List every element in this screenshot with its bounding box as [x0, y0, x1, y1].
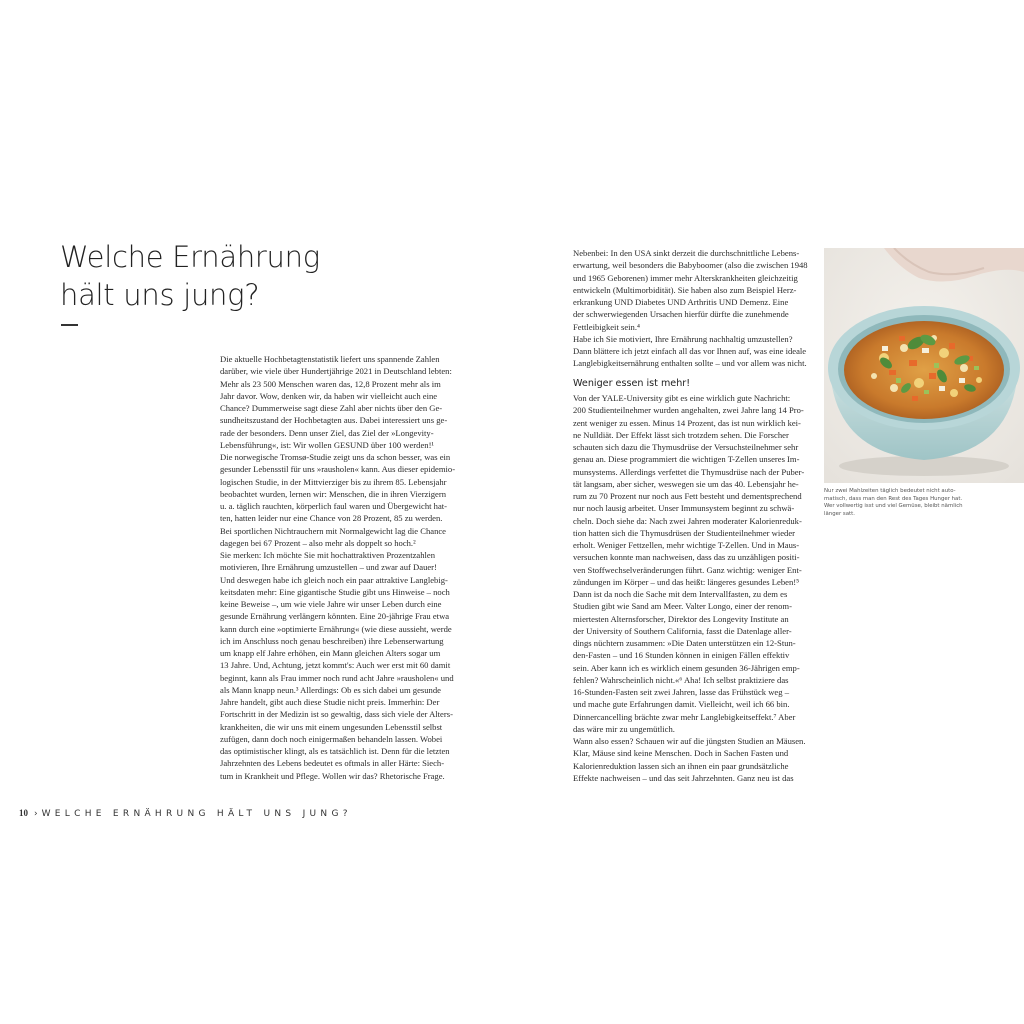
text-line: erwartung, weil besonders die Babyboomer (also die zwischen 1948 — [573, 260, 808, 271]
text-line: miertesten Alternsforscher, Direktor des Longevity Institute an — [573, 613, 789, 624]
text-line: Jahrzehnten des Lebens bedeutet es oftmals in aller Härte: Siech- — [220, 758, 445, 769]
text-line: tion hatten sich die Thymusdrüsen der Studienteilnehmer wieder — [573, 527, 796, 538]
text-line: der University of Southern California, fasst die Datenlage aller- — [573, 625, 792, 636]
running-title: WELCHE ERNÄHRUNG HÄLT UNS JUNG? — [41, 809, 352, 819]
text-line: Langlebigkeitsernährung enthalten sollte – und vor allem was nicht. — [573, 358, 807, 369]
title-dash-divider — [61, 324, 78, 326]
text-line: erholt. Weniger Fettzellen, mehr wichtige T-Zellen. Und in Maus- — [573, 540, 800, 550]
text-line: und mache gute Erfahrungen damit. Vielleicht, weil ich 66 bin. — [573, 699, 790, 710]
text-line: Nur zwei Mahlzeiten täglich bedeutet nicht auto- — [824, 488, 956, 494]
text-line: Jahr davor. Wow, denken wir, da haben wir vielleicht auch eine — [220, 390, 438, 401]
text-line: 200 Studienteilnehmer wurden angehalten, zwei Jahre lang 14 Pro- — [573, 405, 804, 416]
text-line: sundheitszustand der Hochbetagten aus. Dabei interessiert uns ge- — [220, 415, 448, 426]
text-line: u. a. täglich rauchten, körperlich faul waren und Übergewicht hat- — [220, 501, 448, 511]
text-line: Fortschritt in der Medizin ist so gewaltig, dass sich viele der Alters- — [220, 709, 453, 720]
text-line: das wäre mir zu ungemütlich. — [573, 723, 675, 734]
text-line: Kalorienreduktion lassen sich an ihnen ein paar grundsätzliche — [573, 760, 789, 771]
text-line: 13 Jahre. Und, Achtung, jetzt kommt's: Auch wer erst mit 60 damit — [220, 660, 451, 671]
text-line: Wann also essen? Schauen wir auf die jüngsten Studien an Mäusen. — [573, 736, 806, 746]
text-line: dagegen bei 67 Prozent – also mehr als doppelt so hoch.² — [220, 537, 416, 548]
text-line: ich im Anschluss noch genau beschreiben) ihre Lebenserwartung — [220, 635, 444, 646]
text-line: rade der besonders. Denn unser Ziel, das Ziel der »Longevity- — [220, 427, 434, 438]
chapter-title — [60, 238, 380, 314]
text-line: Effekte nachweisen – und das seit Jahrzehnten. Ganz neu ist das — [573, 772, 794, 783]
text-line: als Mann knapp neun.³ Allerdings: Ob es sich dabei um gesunde — [220, 684, 441, 695]
text-line: Mehr als 23 500 Menschen waren das, 12,8 Prozent mehr als im — [220, 378, 441, 389]
right-intro-column — [573, 247, 809, 370]
text-line: Bei sportlichen Nichtrauchern mit Normalgewicht lag die Chance — [220, 525, 446, 536]
text-line: Fettleibigkeit sein.⁴ — [573, 321, 640, 332]
text-line: Lebensführung«, ist: Wir wollen GESUND über 100 werden!¹ — [220, 439, 435, 450]
text-line: Dinnercancelling brächte zwar mehr Langlebigkeitseffekt.⁷ Aber — [573, 711, 796, 722]
right-body-column — [573, 392, 809, 784]
text-line: beginnt, kann als Frau immer noch rund acht Jahre »rausholen« und — [220, 672, 454, 683]
text-line: Von der YALE-University gibt es eine wirklich gute Nachricht: — [573, 393, 791, 403]
text-line: Nebenbei: In den USA sinkt derzeit die durchschnittliche Lebens- — [573, 248, 800, 258]
page-footer — [19, 808, 352, 819]
text-line: gesunde Ernährung verlängern könnten. Eine 20-jährige Frau etwa — [220, 611, 450, 622]
text-line: das optimistischer klingt, als es tatsächlich ist. Denn für die letzten — [220, 746, 450, 756]
text-line: zent weniger zu essen. Minus 14 Prozent, das ist nun wirklich kei- — [573, 417, 801, 428]
text-line: Die norwegische Tromsø-Studie zeigt uns da schon besser, was ein — [220, 452, 451, 462]
chapter-title-line-1: Welche Ernährung — [60, 240, 320, 274]
left-body-column — [220, 353, 456, 782]
text-line: zufügen, dann doch noch einigermaßen behandeln lassen. Wobei — [220, 733, 443, 744]
text-line: schauten sich dazu die Thymusdrüse der Versuchsteilnehmer sehr — [573, 442, 799, 452]
text-line: ten, hatten leider nur eine Chance von 28 Prozent, 85 zu werden. — [220, 513, 443, 524]
text-line: gesunder Lebensstil für uns »rausholen« kann. Aus dieser epidemio- — [220, 464, 456, 475]
text-line: Die aktuelle Hochbetagtenstatistik liefert uns spannende Zahlen — [220, 354, 440, 364]
text-line: erkrankung UND Diabetes UND Arthritis UND Demenz. Eine — [573, 297, 789, 307]
text-line: genau an. Diese programmiert die wichtigen T-Zellen unseres Im- — [573, 454, 800, 465]
text-line: entwickeln (Multimorbidität). Sie haben also zum Beispiel Herz- — [573, 284, 797, 295]
text-line: munsystems. Allerdings verfettet die Thymusdrüse nach der Puber- — [573, 466, 805, 477]
text-line: ne Nulldiät. Der Effekt lässt sich trotzdem sehen. Die Forscher — [573, 429, 789, 440]
text-line: ven Stoffwechselveränderungen führt. Ganz wichtig: weniger Ent- — [573, 564, 802, 575]
section-subheading: Weniger essen ist mehr! — [573, 378, 691, 389]
text-line: beobachtet wurden, lernen wir: Menschen, die in ihren Vierzigern — [220, 488, 447, 499]
text-line: Und deswegen habe ich gleich noch ein paar attraktive Langlebig- — [220, 574, 448, 585]
text-line: darüber, wie viele über Hundertjährige 2021 in Deutschland lebten: — [220, 366, 452, 377]
text-line: Chance? Dummerweise sagt diese Zahl aber nichts über den Ge- — [220, 403, 443, 413]
text-line: Jahre handelt, gibt auch diese Studie nicht preis. Immerhin: Der — [220, 697, 440, 707]
text-line: krankheiten, die wir uns mit einem ungesunden Lebensstil selbst — [220, 721, 443, 732]
text-line: zündungen im Körper – und das heißt: längeres gesundes Leben!⁵ — [573, 576, 800, 587]
text-line: Dann blättere ich jetzt einfach all das vor Ihnen auf, was eine ideale — [573, 346, 807, 356]
text-line: nur noch lausig arbeitet. Unser Immunsystem beginnt zu schwä- — [573, 503, 795, 514]
text-line: den-Fasten – und 16 Stunden können in einigen Fällen effektiv — [573, 650, 790, 661]
page-number: 10 — [19, 808, 28, 818]
photo-caption — [824, 488, 974, 518]
text-line: Klar, Mäuse sind keine Menschen. Doch in Sachen Fasten und — [573, 748, 789, 759]
text-line: Studien gibt wie Sand am Meer. Valter Longo, einer der renom- — [573, 601, 792, 612]
text-line: motivieren, Ihre Ernährung umzustellen – und zwar auf Dauer! — [220, 562, 437, 573]
text-line: cheln. Doch siehe da: Nach zwei Jahren moderater Kalorienreduk- — [573, 515, 802, 526]
text-line: keine Beweise –, um wie viele Jahre wir unser Leben durch eine — [220, 599, 442, 609]
text-line: kann durch eine »optimierte Ernährung« (wie diese aussieht, werde — [220, 623, 452, 634]
text-line: tät langsam, aber sicher, weswegen sie um das 40. Lebensjahr he- — [573, 478, 799, 489]
text-line: keitsdaten mehr: Eine gigantische Studie gibt uns Hinweise – noch — [220, 586, 450, 597]
text-line: tum in Krankheit und Pflege. Wollen wir das? Rhetorische Frage. — [220, 770, 445, 781]
chapter-title-line-2: hält uns jung? — [60, 278, 260, 312]
text-line: Dann ist da noch die Sache mit dem Intervallfasten, zu dem es — [573, 589, 788, 599]
text-line: logischen Studie, in der Mittvierziger bis zu ihrem 85. Lebensjahr — [220, 476, 447, 487]
text-line: matisch, dass man den Rest des Tages Hunger hat. — [824, 495, 963, 502]
text-line: Habe ich Sie motiviert, Ihre Ernährung nachhaltig umzustellen? — [573, 333, 793, 344]
text-line: Wer vollwertig isst und viel Gemüse, bleibt nämlich — [824, 503, 963, 510]
footer-separator: › — [34, 809, 38, 819]
text-line: dings nüchtern zusammen: »Die Daten unterstützen ein 12-Stun- — [573, 638, 796, 648]
text-line: fehlen? Wahrscheinlich nicht.«⁶ Aha! Ich selbst praktiziere das — [573, 674, 789, 685]
text-line: um knapp elf Jahre erhöhen, ein Mann gleichen Alters sogar um — [220, 648, 441, 658]
text-line: 16-Stunden-Fasten seit zwei Jahren, lasse das Frühstück weg – — [573, 687, 789, 697]
soup-bowl-photo — [824, 248, 1024, 483]
text-line: versuchen konnte man nachweisen, dass das zu unzähligen positi- — [573, 552, 800, 563]
text-line: rum zu 70 Prozent nur noch aus Fett besteht und dementsprechend — [573, 491, 802, 501]
text-line: Sie merken: Ich möchte Sie mit hochattraktiven Prozentzahlen — [220, 550, 436, 560]
text-line: und 1965 Geborenen) immer mehr Alterskrankheiten gleichzeitig — [573, 272, 798, 283]
text-line: länger satt. — [824, 510, 855, 517]
text-line: sein. Aber kann ich es wirklich einem gesunden 36-Jährigen emp- — [573, 662, 800, 673]
text-line: der schwerwiegenden Ursachen hierfür dürfte die zunehmende — [573, 309, 789, 320]
